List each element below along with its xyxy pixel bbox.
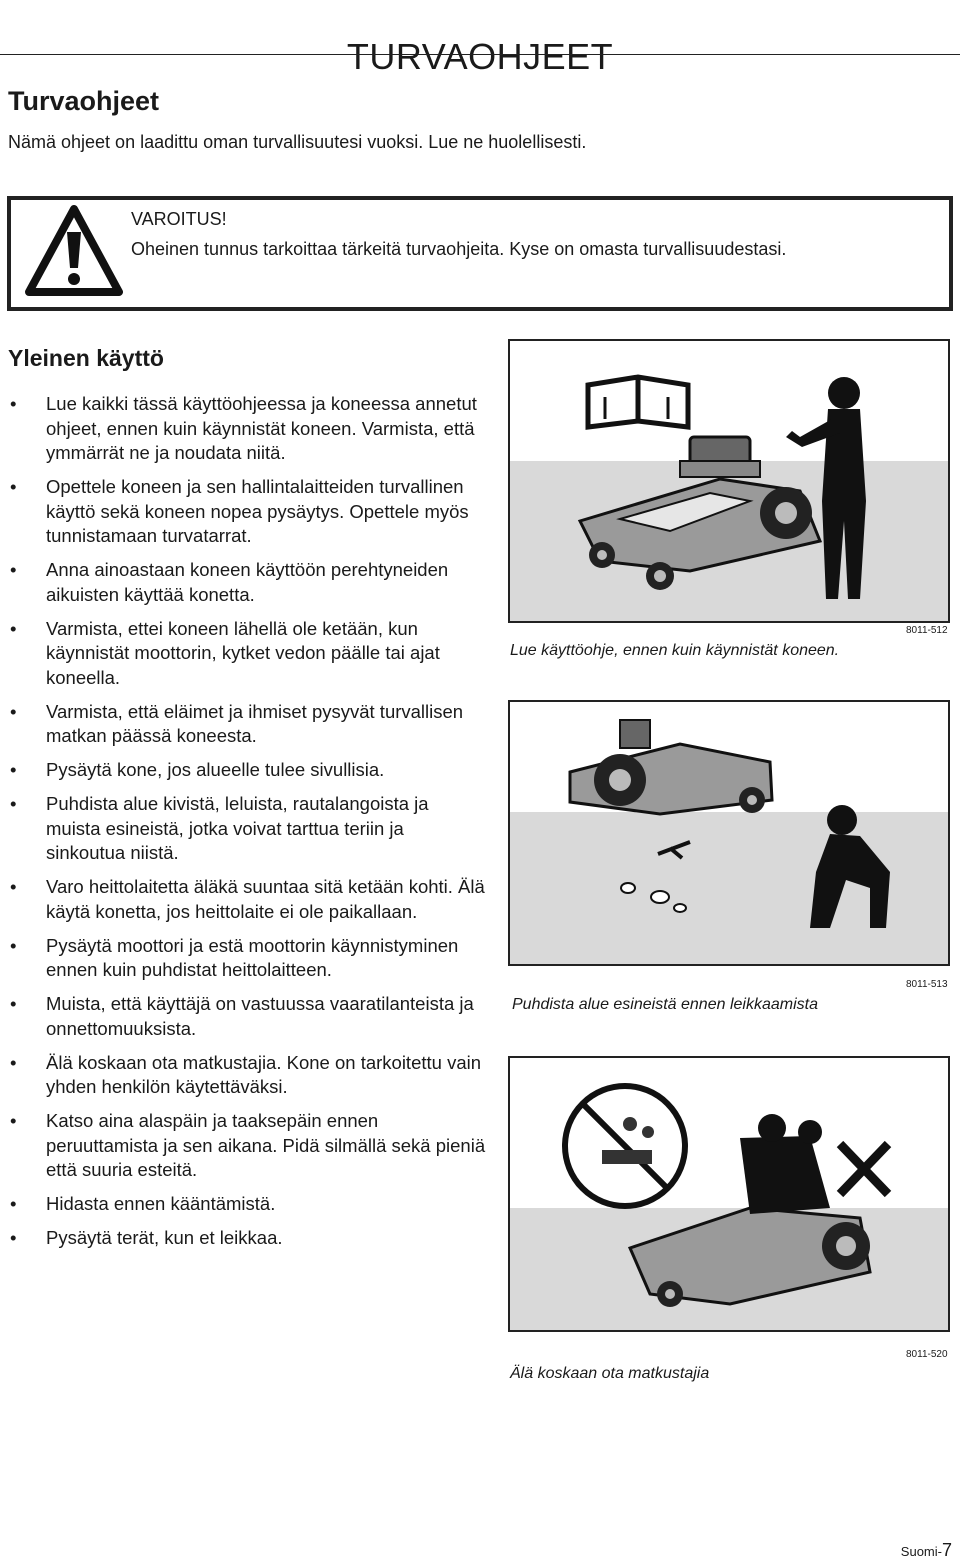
bullet-icon: • (10, 1227, 17, 1248)
list-item-text: Katso aina alaspäin ja taaksepäin ennen peruuttamista ja sen aikana. Pidä silmällä sekä pieniä että suuria esteitä. (46, 1110, 486, 1180)
figure-clear-area (508, 700, 950, 966)
list-item-text: Puhdista alue kivistä, leluista, rautalangoista ja muista esineistä, jotka voivat tarttua teriin ja sinkoutua niistä. (46, 793, 429, 863)
bullet-icon: • (10, 1110, 17, 1131)
figure-caption: Lue käyttöohje, ennen kuin käynnistät koneen. (510, 642, 840, 659)
bullet-icon: • (10, 617, 17, 639)
list-item (8, 700, 488, 749)
open-book-icon (588, 377, 688, 427)
bullet-icon: • (10, 876, 17, 897)
page-number-value: 7 (941, 1540, 952, 1560)
list-item (8, 1226, 488, 1251)
bullet-icon: • (10, 1193, 17, 1214)
list-item (8, 1051, 488, 1100)
page-number (901, 1540, 952, 1561)
figure-read-manual (508, 339, 950, 623)
bullet-icon: • (10, 476, 17, 497)
warning-title: VAROITUS! (131, 209, 227, 229)
list-item (8, 558, 488, 607)
list-item (8, 875, 488, 924)
list-item-text: Pysäytä kone, jos alueelle tulee sivullisia. (46, 759, 385, 780)
bullet-icon: • (10, 700, 17, 722)
list-item-text: Muista, että käyttäjä on vastuussa vaaratilanteista ja onnettomuuksista. (46, 993, 474, 1039)
list-item-text: Opettele koneen ja sen hallintalaitteiden turvallinen käyttö sekä koneen nopea pysäytys. Opettele myös tunnistamaan turvatarrat. (46, 476, 469, 546)
general-use-title: Yleinen käyttö (8, 345, 164, 371)
page-label: Suomi- (900, 1544, 942, 1559)
list-item (8, 934, 488, 983)
list-item (8, 792, 488, 866)
bullet-icon: • (10, 759, 17, 780)
bullet-icon: • (10, 934, 17, 956)
bullet-icon: • (10, 993, 17, 1014)
list-item-text: Anna ainoastaan koneen käyttöön perehtyneiden aikuisten käyttää konetta. (46, 559, 449, 605)
list-item (8, 1192, 488, 1217)
list-item (8, 617, 488, 691)
list-item-text: Varmista, ettei koneen lähellä ole ketään, kun käynnistät moottorin, kytket vedon päälle tai ajat koneella. (46, 617, 440, 688)
figure-no-passengers (508, 1056, 950, 1332)
list-item-text: Pysäytä terät, kun et leikkaa. (46, 1227, 283, 1248)
list-item-text: Pysäytä moottori ja estä moottorin käynnistyminen ennen kuin puhdistat heittolaitteen. (46, 934, 459, 980)
header-rule (0, 54, 960, 55)
list-item (8, 758, 488, 783)
figure-code: 8011-520 (906, 1349, 948, 1360)
safety-list (8, 392, 488, 1260)
no-passengers-icon (565, 1086, 685, 1206)
figure-caption: Älä koskaan ota matkustajia (510, 1365, 710, 1382)
list-item (8, 1109, 488, 1183)
list-item (8, 475, 488, 549)
warning-box (7, 196, 953, 311)
bullet-icon: • (10, 559, 17, 580)
warning-text: Oheinen tunnus tarkoittaa tärkeitä turvaohjeita. Kyse on omasta turvallisuudestasi. (131, 239, 787, 259)
list-item-text: Varmista, että eläimet ja ihmiset pysyvät turvallisen matkan päässä koneesta. (46, 700, 464, 746)
section-title: Turvaohjeet (8, 86, 160, 116)
list-item-text: Varo heittolaitetta äläkä suuntaa sitä ketään kohti. Älä käytä konetta, jos heittolaite ei ole paikallaan. (46, 876, 485, 922)
list-item-text: Lue kaikki tässä käyttöohjeessa ja koneessa annetut ohjeet, ennen kuin käynnistät koneen. Varmista, että ymmärrät ne ja noudata niitä. (46, 393, 477, 463)
bullet-icon: • (10, 793, 17, 814)
figure-code: 8011-512 (906, 625, 948, 636)
list-item-text: Älä koskaan ota matkustajia. Kone on tarkoitettu vain yhden henkilön käytettäväksi. (46, 1051, 482, 1097)
bullet-icon: • (10, 1051, 17, 1073)
list-item (8, 992, 488, 1041)
intro-text: Nämä ohjeet on laadittu oman turvallisuutesi vuoksi. Lue ne huolellisesti. (8, 132, 587, 152)
cross-icon (840, 1144, 888, 1194)
page-title: TURVAOHJEET (346, 36, 614, 78)
figure-caption: Puhdista alue esineistä ennen leikkaamista (512, 996, 818, 1013)
warning-triangle-icon (25, 204, 123, 301)
figure-code: 8011-513 (906, 979, 948, 990)
mower-icon (570, 720, 772, 814)
list-item-text: Hidasta ennen kääntämistä. (46, 1193, 276, 1214)
bullet-icon: • (10, 393, 17, 414)
list-item (8, 392, 488, 466)
